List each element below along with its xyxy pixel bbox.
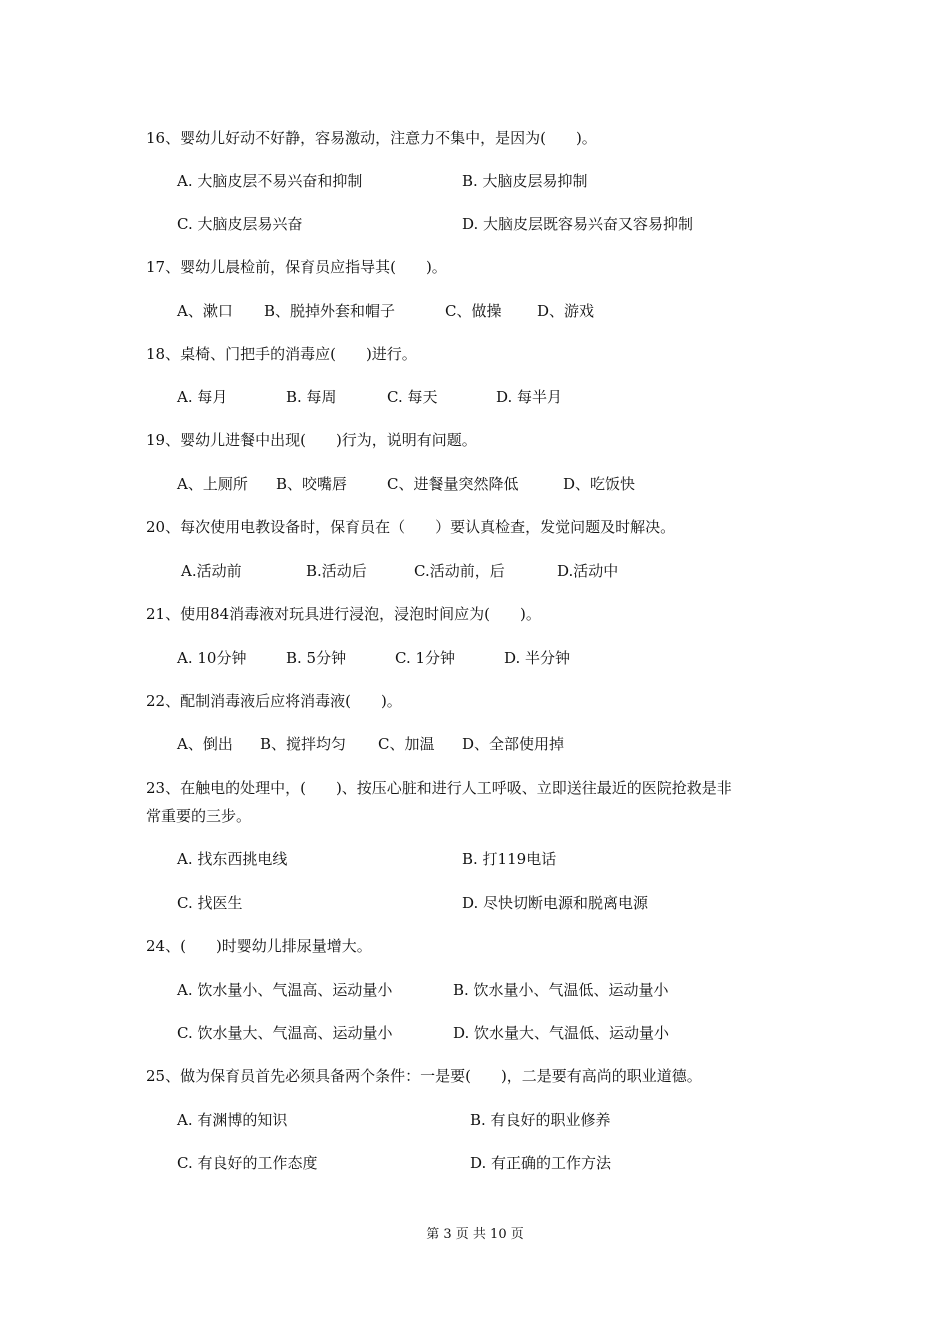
q19-option-b: B、咬嘴唇: [276, 475, 348, 493]
q24-option-b: B. 饮水量小、气温低、运动量小: [453, 981, 669, 999]
q18-option-a: A. 每月: [177, 388, 228, 406]
question-24: 24、( )时婴幼儿排尿量增大。: [146, 937, 372, 955]
q20-option-d: D.活动中: [557, 562, 619, 580]
question-25: 25、做为保育员首先必须具备两个条件：一是要( )，二是要有高尚的职业道德。: [146, 1067, 702, 1085]
q20-option-a: A.活动前: [181, 562, 242, 580]
q19-option-c: C、进餐量突然降低: [387, 475, 519, 493]
question-23-continued: 常重要的三步。: [146, 807, 252, 825]
q25-option-b: B. 有良好的职业修养: [470, 1111, 611, 1129]
q25-option-d: D. 有正确的工作方法: [470, 1154, 612, 1172]
q23-option-d: D. 尽快切断电源和脱离电源: [462, 894, 649, 912]
q25-option-a: A. 有渊博的知识: [177, 1111, 288, 1129]
q16-option-a: A. 大脑皮层不易兴奋和抑制: [177, 172, 363, 190]
q22-option-b: B、搅拌均匀: [260, 735, 347, 753]
q21-option-b: B. 5分钟: [286, 649, 347, 667]
q19-option-a: A、上厕所: [177, 475, 248, 493]
q16-option-b: B. 大脑皮层易抑制: [462, 172, 588, 190]
q17-option-b: B、脱掉外套和帽子: [264, 302, 396, 320]
q18-option-b: B. 每周: [286, 388, 337, 406]
q21-option-a: A. 10分钟: [177, 649, 247, 667]
q16-option-d: D. 大脑皮层既容易兴奋又容易抑制: [462, 215, 694, 233]
page-number-footer: 第 3 页 共 10 页: [426, 1227, 524, 1242]
question-20: 20、每次使用电教设备时，保育员在（ ）要认真检查，发觉问题及时解决。: [146, 518, 676, 536]
question-19: 19、婴幼儿进餐中出现( )行为，说明有问题。: [146, 431, 477, 449]
q18-option-d: D. 每半月: [496, 388, 563, 406]
question-17: 17、婴幼儿晨检前，保育员应指导其( )。: [146, 258, 447, 276]
q22-option-c: C、加温: [378, 735, 435, 753]
q24-option-d: D. 饮水量大、气温低、运动量小: [453, 1024, 670, 1042]
question-21: 21、使用84消毒液对玩具进行浸泡，浸泡时间应为( )。: [146, 605, 541, 623]
q19-option-d: D、吃饭快: [563, 475, 636, 493]
q17-option-a: A、漱口: [177, 302, 233, 320]
q18-option-c: C. 每天: [387, 388, 438, 406]
q24-option-a: A. 饮水量小、气温高、运动量小: [177, 981, 393, 999]
q16-option-c: C. 大脑皮层易兴奋: [177, 215, 303, 233]
q24-option-c: C. 饮水量大、气温高、运动量小: [177, 1024, 393, 1042]
q23-option-c: C. 找医生: [177, 894, 243, 912]
q21-option-c: C. 1分钟: [395, 649, 456, 667]
question-18: 18、桌椅、门把手的消毒应( )进行。: [146, 345, 417, 363]
q22-option-d: D、全部使用掉: [462, 735, 565, 753]
q20-option-c: C.活动前，后: [414, 562, 505, 580]
question-22: 22、配制消毒液后应将消毒液( )。: [146, 692, 402, 710]
q25-option-c: C. 有良好的工作态度: [177, 1154, 318, 1172]
question-16: 16、婴幼儿好动不好静，容易激动，注意力不集中，是因为( )。: [146, 129, 597, 147]
q23-option-a: A. 找东西挑电线: [177, 850, 288, 868]
q21-option-d: D. 半分钟: [504, 649, 571, 667]
q17-option-c: C、做操: [445, 302, 502, 320]
q17-option-d: D、游戏: [537, 302, 595, 320]
q22-option-a: A、倒出: [177, 735, 233, 753]
q20-option-b: B.活动后: [306, 562, 367, 580]
question-23: 23、在触电的处理中，( )、按压心脏和进行人工呼吸、立即送往最近的医院抢救是非: [146, 779, 732, 797]
q23-option-b: B. 打119电话: [462, 850, 557, 868]
